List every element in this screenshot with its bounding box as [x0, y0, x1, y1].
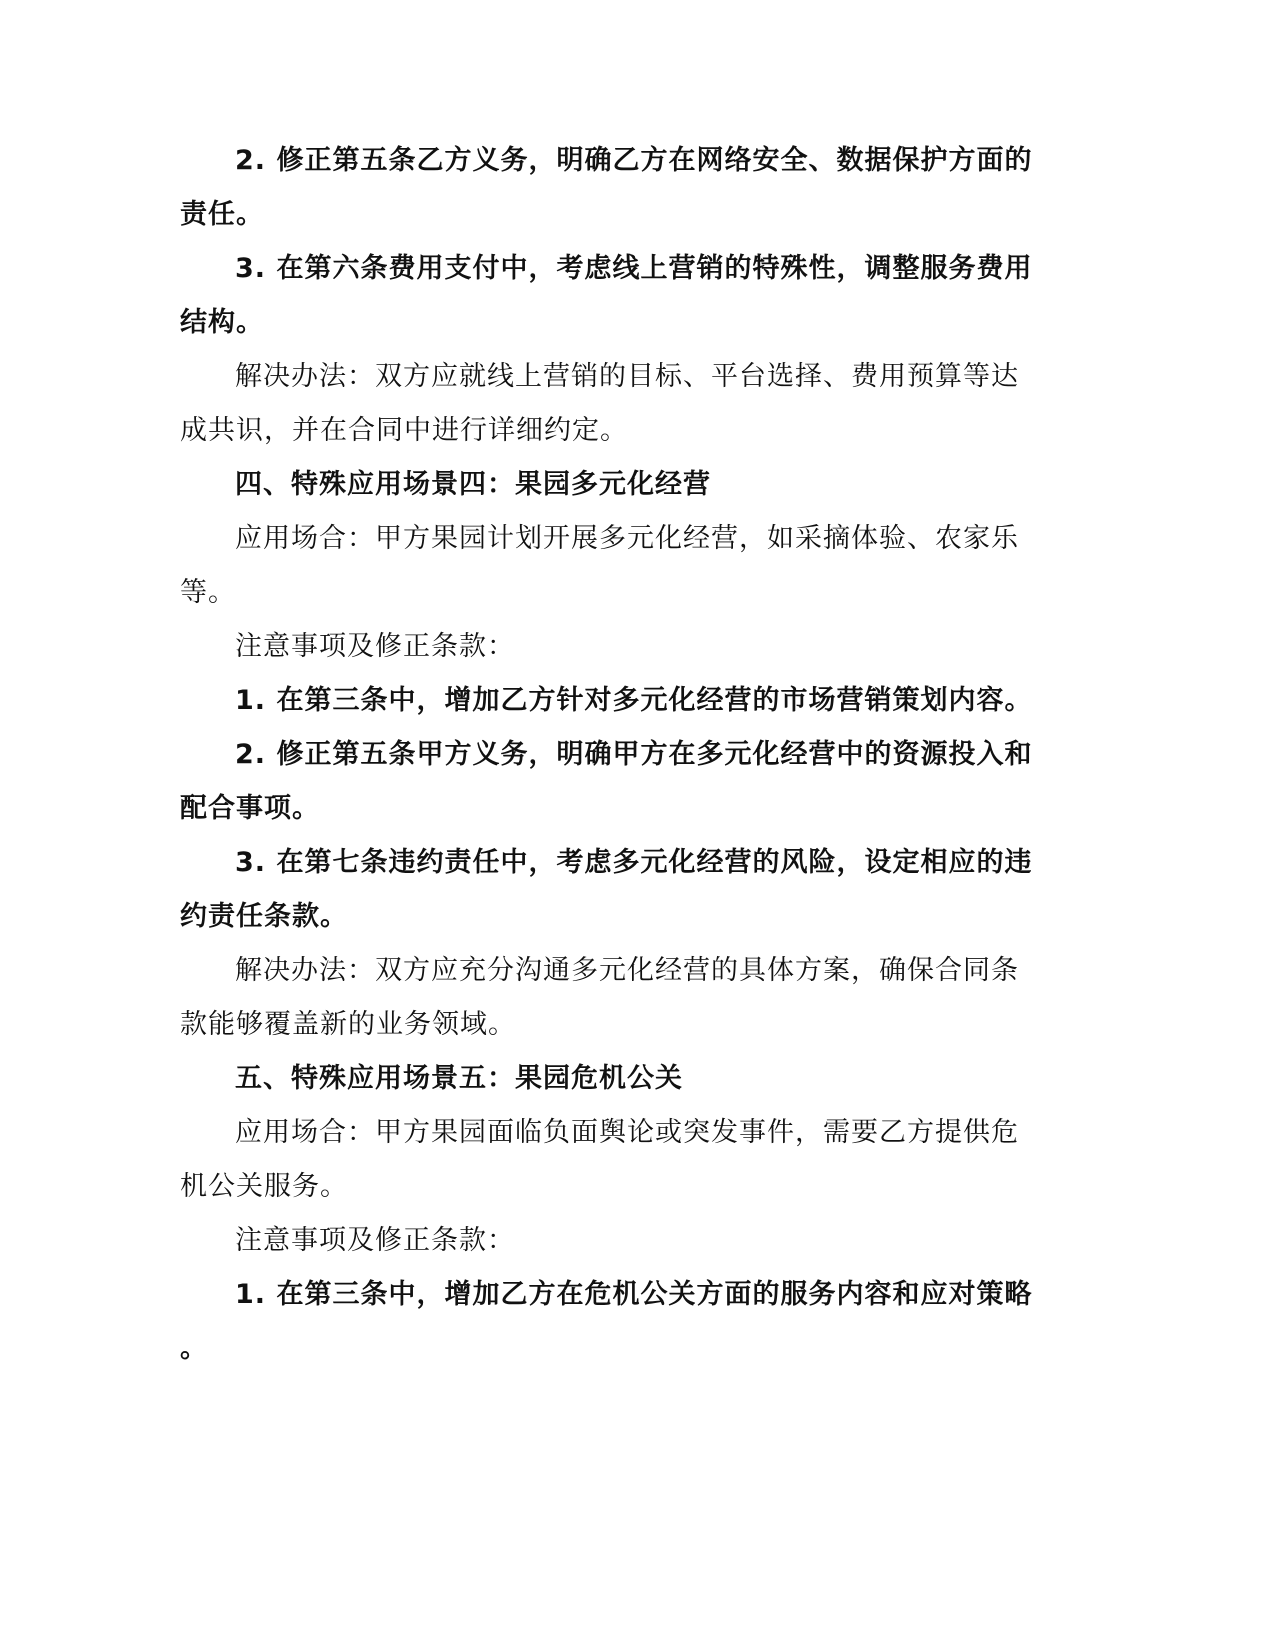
solution-paragraph-line-2: 款能够覆盖新的业务领域。 [180, 1009, 516, 1040]
application-paragraph-line-2: 等。 [180, 577, 236, 608]
notes-label: 注意事项及修正条款： [235, 631, 515, 662]
list-item-2-line-1: 2. 修正第五条乙方义务，明确乙方在网络安全、数据保护方面的 [235, 145, 1033, 176]
solution-paragraph-line-1: 解决办法：双方应充分沟通多元化经营的具体方案，确保合同条 [235, 955, 1019, 986]
solution-paragraph-line-1: 解决办法：双方应就线上营销的目标、平台选择、费用预算等达 [235, 361, 1019, 392]
list-item-3-line-1: 3. 在第七条违约责任中，考虑多元化经营的风险，设定相应的违 [235, 847, 1033, 878]
list-item-1: 1. 在第三条中，增加乙方针对多元化经营的市场营销策划内容。 [235, 685, 1033, 716]
notes-label: 注意事项及修正条款： [235, 1225, 515, 1256]
application-paragraph-line-1: 应用场合：甲方果园计划开展多元化经营，如采摘体验、农家乐 [235, 523, 1019, 554]
list-item-1-line-2: 。 [180, 1333, 208, 1364]
list-item-3-line-2: 约责任条款。 [180, 901, 348, 932]
application-paragraph-line-1: 应用场合：甲方果园面临负面舆论或突发事件，需要乙方提供危 [235, 1117, 1019, 1148]
application-paragraph-line-2: 机公关服务。 [180, 1171, 348, 1202]
section-heading-5: 五、特殊应用场景五：果园危机公关 [235, 1063, 683, 1094]
list-item-1-line-1: 1. 在第三条中，增加乙方在危机公关方面的服务内容和应对策略 [235, 1279, 1033, 1310]
list-item-2-line-2: 配合事项。 [180, 793, 320, 824]
list-item-2-line-2: 责任。 [180, 199, 264, 230]
list-item-3-line-1: 3. 在第六条费用支付中，考虑线上营销的特殊性，调整服务费用 [235, 253, 1033, 284]
list-item-2-line-1: 2. 修正第五条甲方义务，明确甲方在多元化经营中的资源投入和 [235, 739, 1033, 770]
list-item-3-line-2: 结构。 [180, 307, 264, 338]
solution-paragraph-line-2: 成共识，并在合同中进行详细约定。 [180, 415, 628, 446]
section-heading-4: 四、特殊应用场景四：果园多元化经营 [235, 469, 711, 500]
